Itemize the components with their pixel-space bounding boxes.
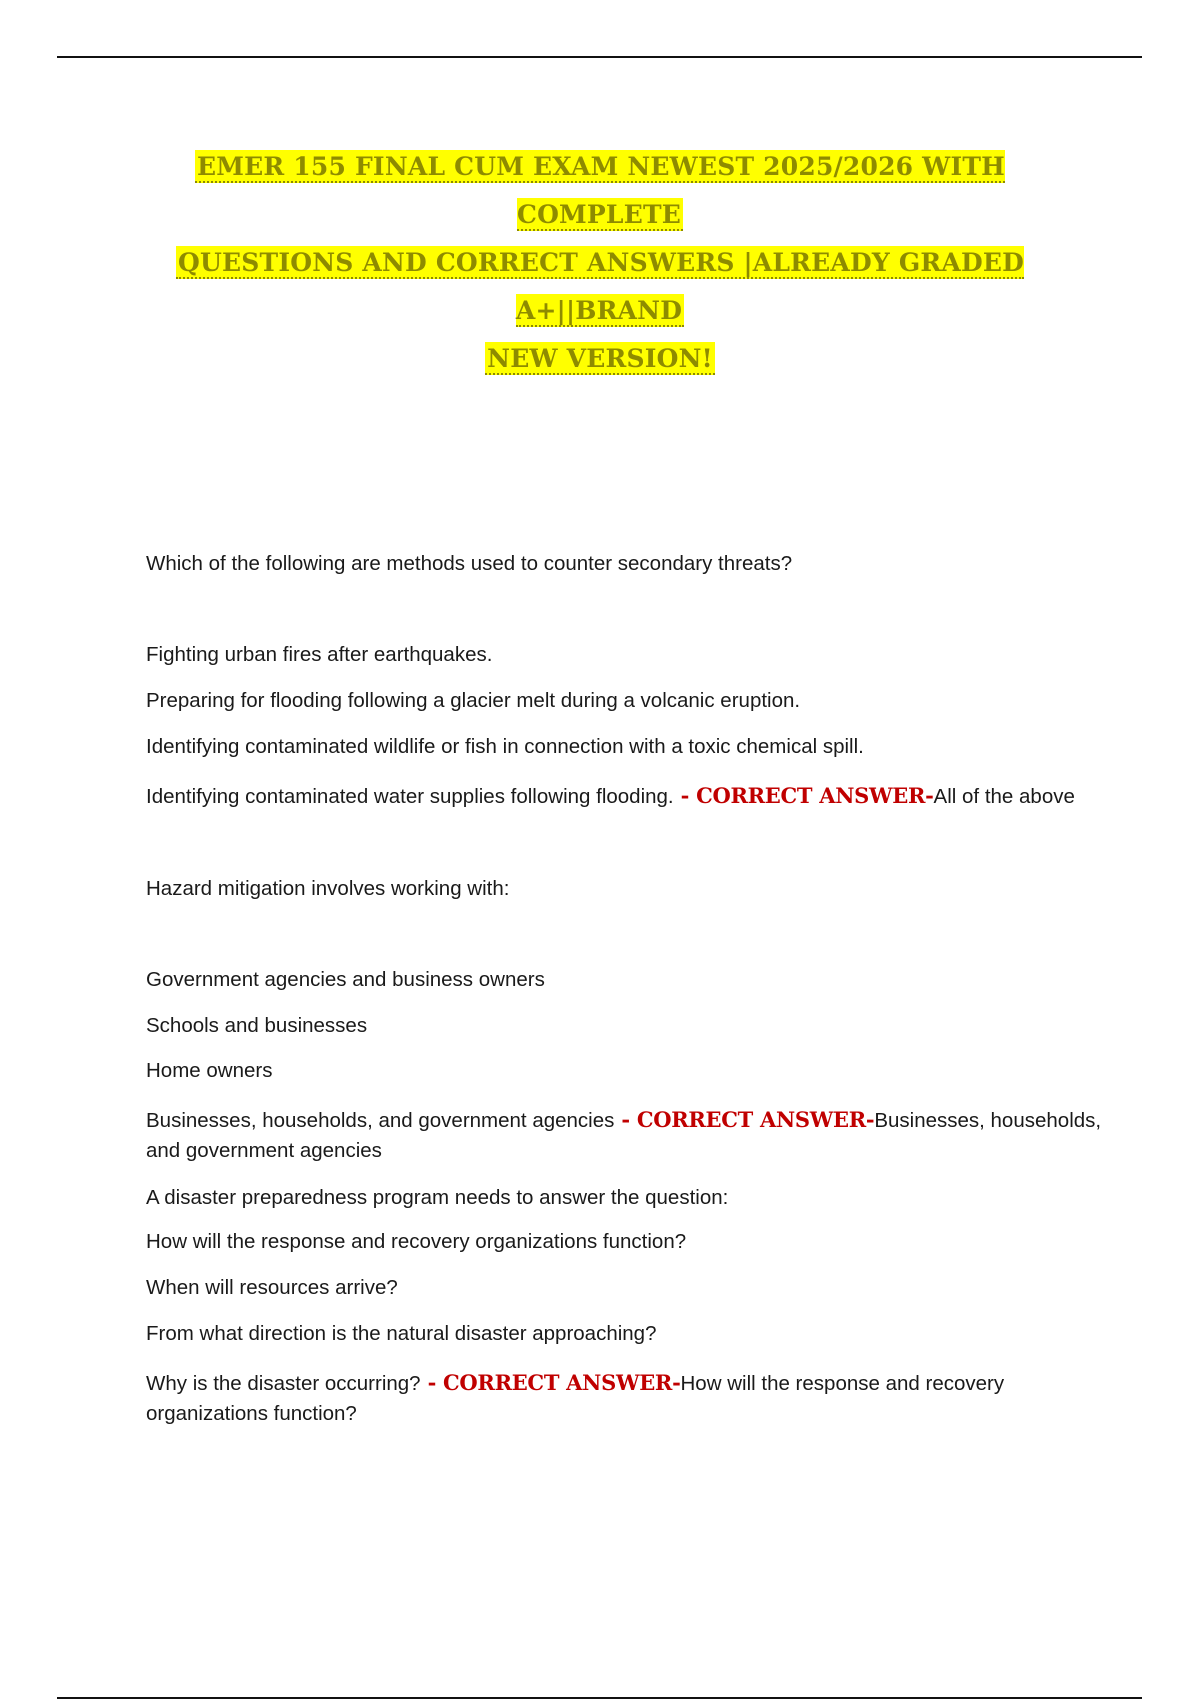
q2-option-1: Government agencies and business owners [146, 968, 545, 991]
title-line-3: NEW VERSION! [487, 344, 713, 373]
q2-option-3: Home owners [146, 1059, 273, 1082]
q2-option-4: Businesses, households, and government agencies [146, 1109, 615, 1132]
q3-answer: How will the response and recovery organizations function? [146, 1372, 1005, 1425]
q2-option-4-with-answer [146, 1105, 1106, 1166]
correct-answer-marker: - CORRECT ANSWER- [673, 783, 934, 808]
document-title [120, 143, 1080, 383]
q1-option-3: Identifying contaminated wildlife or fish in connection with a toxic chemical spill. [146, 735, 864, 758]
title-line-2: QUESTIONS AND CORRECT ANSWERS |ALREADY GRADED A+||BRAND [178, 248, 1024, 325]
q2-option-2: Schools and businesses [146, 1014, 368, 1037]
q1-answer: All of the above [933, 785, 1075, 808]
q1-option-4: Identifying contaminated water supplies following flooding. [146, 785, 674, 808]
q1-option-2: Preparing for flooding following a glacier melt during a volcanic eruption. [146, 689, 801, 712]
question-1: Which of the following are methods used to counter secondary threats? [146, 552, 793, 575]
q3-option-4-with-answer [146, 1368, 1106, 1429]
question-2: Hazard mitigation involves working with: [146, 877, 510, 900]
header-rule [57, 56, 1142, 58]
q3-option-3: From what direction is the natural disaster approaching? [146, 1322, 657, 1345]
correct-answer-marker: - CORRECT ANSWER- [420, 1370, 681, 1395]
q3-option-2: When will resources arrive? [146, 1276, 398, 1299]
title-line-1: EMER 155 FINAL CUM EXAM NEWEST 2025/2026 WITH COMPLETE [197, 152, 1005, 229]
correct-answer-marker: - CORRECT ANSWER- [614, 1107, 875, 1132]
q1-option-4-with-answer [146, 781, 1106, 812]
question-3: A disaster preparedness program needs to answer the question: [146, 1186, 729, 1209]
q3-option-1: How will the response and recovery organizations function? [146, 1230, 687, 1253]
footer-rule [57, 1697, 1142, 1699]
q2-answer: Businesses, households, and government agencies [146, 1109, 1102, 1162]
q3-option-4: Why is the disaster occurring? [146, 1372, 421, 1395]
q1-option-1: Fighting urban fires after earthquakes. [146, 643, 493, 666]
